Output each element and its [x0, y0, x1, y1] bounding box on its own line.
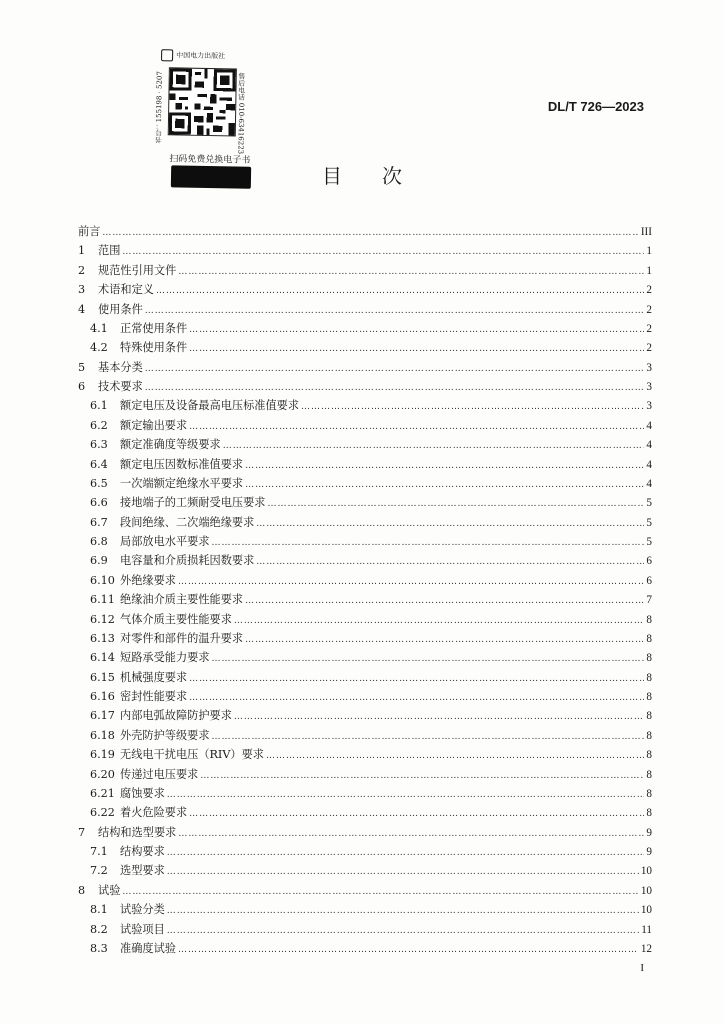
toc-leader-dots — [178, 941, 639, 960]
toc-entry-title: 段间绝缘、二次端绝缘要求 — [120, 515, 255, 529]
toc-leader-dots — [167, 844, 645, 863]
toc-entry[interactable] — [78, 338, 652, 357]
toc-entry-number: 6.5 — [90, 476, 108, 490]
page-number: I — [640, 962, 644, 974]
toc-entry-number: 6.6 — [90, 496, 108, 510]
toc-entry-page: 1 — [646, 245, 652, 258]
toc-entry-number: 7.2 — [90, 864, 108, 878]
toc-leader-dots — [256, 515, 644, 534]
toc-entry[interactable] — [78, 745, 652, 764]
toc-entry-number: 6.9 — [90, 554, 108, 568]
toc-entry-title: 内部电弧故障防护要求 — [120, 709, 232, 723]
toc-entry[interactable] — [78, 842, 652, 861]
toc-entry-number: 6.4 — [90, 457, 108, 471]
toc-entry-page: 8 — [646, 749, 652, 762]
toc-entry[interactable] — [78, 319, 652, 338]
toc-entry[interactable] — [78, 861, 652, 880]
toc-entry-number: 6.19 — [90, 748, 115, 762]
toc-entry[interactable] — [78, 455, 652, 474]
book-number: 书号：155198 · 5207 — [154, 71, 164, 144]
toc-entry-page: 10 — [640, 904, 652, 917]
toc-leader-dots — [189, 689, 644, 708]
toc-entry-title: 结构要求 — [120, 845, 165, 858]
table-of-contents — [78, 222, 652, 958]
toc-entry-page: III — [640, 226, 652, 238]
qr-code-icon[interactable] — [168, 67, 237, 136]
toc-entry-title: 额定电压及设备最高电压标准值要求 — [120, 399, 300, 413]
toc-entry-page: 4 — [646, 477, 652, 490]
toc-leader-dots — [256, 553, 644, 572]
toc-entry-title: 接地端子的工频耐受电压要求 — [120, 496, 266, 510]
toc-entry-title: 气体介质主要性能要求 — [120, 612, 232, 626]
toc-entry-page: 2 — [646, 303, 652, 316]
toc-entry-title: 范围 — [98, 244, 121, 258]
toc-leader-dots — [178, 263, 644, 282]
toc-entry[interactable] — [78, 493, 652, 512]
toc-leader-dots — [178, 825, 644, 844]
toc-leader-dots — [301, 398, 644, 417]
toc-entry-number: 6.11 — [90, 593, 115, 607]
toc-leader-dots — [189, 418, 644, 437]
toc-entry-page: 9 — [646, 826, 652, 839]
toc-entry-title: 无线电干扰电压（RIV）要求 — [120, 748, 264, 762]
toc-entry-number: 5 — [78, 360, 86, 374]
toc-entry-title: 密封性能要求 — [120, 690, 188, 703]
toc-entry-page: 8 — [646, 710, 652, 723]
toc-entry-title: 额定准确度等级要求 — [120, 438, 221, 452]
toc-entry-page: 10 — [640, 884, 652, 897]
toc-entry[interactable] — [78, 590, 652, 609]
toc-entry-title: 一次端额定绝缘水平要求 — [120, 476, 244, 490]
toc-entry-number: 2 — [78, 263, 86, 277]
scan-prompt: 扫码免费兑换电子书 — [169, 154, 251, 166]
toc-entry-page: 10 — [640, 865, 652, 878]
toc-entry-title: 短路承受能力要求 — [120, 651, 210, 665]
toc-entry[interactable] — [78, 241, 652, 260]
toc-leader-dots — [189, 670, 644, 689]
toc-entry-number: 6.8 — [90, 535, 108, 548]
toc-entry-page: 2 — [646, 322, 652, 335]
toc-entry[interactable] — [78, 784, 652, 803]
toc-entry-number: 6.7 — [90, 515, 108, 529]
toc-entry-page: 5 — [646, 516, 652, 529]
toc-leader-dots — [212, 650, 645, 669]
toc-entry-title: 额定输出要求 — [120, 418, 188, 432]
toc-entry-page: 2 — [646, 342, 652, 355]
toc-entry-number: 6.1 — [90, 399, 108, 413]
toc-entry-title: 着火危险要求 — [120, 806, 188, 820]
toc-entry-number: 8.3 — [90, 941, 108, 955]
toc-entry-title: 局部放电水平要求 — [120, 535, 210, 548]
toc-entry[interactable] — [78, 435, 652, 454]
toc-entry[interactable] — [78, 261, 652, 280]
toc-entry-number: 6.22 — [90, 806, 115, 820]
page-title: 目次 — [322, 164, 442, 188]
service-phone: 售后电话 010-63416223 — [236, 72, 246, 155]
standard-code: DL/T 726—2023 — [547, 99, 644, 114]
toc-leader-dots — [212, 728, 645, 747]
toc-entry-page: 7 — [646, 594, 652, 607]
toc-entry-number: 4 — [78, 302, 86, 316]
toc-entry-title: 规范性引用文件 — [98, 263, 177, 277]
toc-entry-number: 6.21 — [90, 786, 115, 800]
toc-entry-page: 8 — [646, 768, 652, 781]
toc-entry-number: 8.2 — [90, 922, 108, 936]
toc-entry-title: 外壳防护等级要求 — [120, 728, 210, 742]
toc-leader-dots — [167, 863, 639, 882]
toc-leader-dots — [189, 340, 644, 359]
toc-entry[interactable] — [78, 532, 652, 551]
toc-leader-dots — [212, 534, 645, 553]
toc-entry[interactable] — [78, 629, 652, 648]
toc-entry-title: 试验 — [98, 883, 121, 897]
toc-entry-title: 选型要求 — [120, 864, 165, 878]
toc-entry-page: 4 — [646, 458, 652, 471]
toc-entry-number: 4.2 — [90, 341, 108, 355]
toc-entry-title: 正常使用条件 — [120, 321, 188, 335]
toc-leader-dots — [245, 457, 644, 476]
publisher-logo — [161, 49, 257, 65]
toc-entry-page: 6 — [646, 574, 652, 587]
toc-entry-title: 额定电压因数标准值要求 — [120, 457, 244, 471]
toc-entry[interactable] — [78, 881, 652, 900]
toc-leader-dots — [167, 786, 645, 805]
toc-leader-dots — [167, 902, 639, 921]
toc-entry-number: 6.17 — [90, 709, 115, 723]
toc-leader-dots — [122, 243, 644, 262]
toc-entry-title: 绝缘油介质主要性能要求 — [120, 593, 244, 607]
toc-entry[interactable] — [78, 396, 652, 415]
toc-leader-dots — [245, 592, 644, 611]
toc-entry-number: 6.18 — [90, 728, 115, 742]
toc-entry-page: 8 — [646, 613, 652, 626]
toc-entry-page: 3 — [646, 361, 652, 374]
toc-leader-dots — [266, 747, 644, 766]
toc-entry-number: 6.10 — [90, 573, 115, 587]
toc-entry[interactable] — [78, 300, 652, 319]
toc-entry-number: 4.1 — [90, 321, 108, 335]
toc-entry[interactable] — [78, 706, 652, 725]
toc-entry[interactable] — [78, 377, 652, 396]
toc-entry-number: 6.3 — [90, 438, 108, 452]
toc-entry[interactable] — [78, 571, 652, 590]
toc-entry-page: 12 — [640, 942, 652, 955]
toc-entry-page: 8 — [646, 632, 652, 645]
toc-entry-number: 3 — [78, 283, 86, 297]
toc-entry-title: 前言 — [78, 225, 101, 238]
toc-entry-page: 4 — [646, 439, 652, 452]
toc-entry[interactable] — [78, 803, 652, 822]
toc-entry-number: 6.12 — [90, 612, 115, 626]
toc-entry[interactable] — [78, 222, 652, 241]
toc-entry-page: 8 — [646, 652, 652, 665]
toc-entry-title: 机械强度要求 — [120, 670, 188, 684]
toc-entry-number: 6.13 — [90, 631, 115, 645]
toc-entry-page: 8 — [646, 691, 652, 703]
toc-entry-page: 3 — [646, 381, 652, 393]
toc-entry[interactable] — [78, 648, 652, 667]
toc-entry[interactable] — [78, 668, 652, 687]
toc-entry-page: 5 — [646, 497, 652, 510]
toc-entry[interactable] — [78, 900, 652, 919]
toc-entry-title: 使用条件 — [98, 302, 143, 316]
toc-entry[interactable] — [78, 920, 652, 939]
toc-entry-page: 4 — [646, 419, 652, 432]
toc-entry-title: 传递过电压要求 — [120, 767, 199, 781]
toc-leader-dots — [178, 573, 644, 592]
toc-entry-page: 3 — [646, 400, 652, 413]
toc-leader-dots — [200, 767, 644, 786]
toc-entry-number: 7.1 — [90, 845, 108, 858]
toc-entry-number: 8.1 — [90, 903, 108, 917]
publisher-logo-icon — [161, 49, 173, 61]
toc-entry-number: 8 — [78, 883, 86, 897]
toc-entry-title: 电容量和介质损耗因数要求 — [120, 554, 255, 568]
toc-entry-page: 11 — [641, 923, 652, 936]
toc-entry-title: 准确度试验 — [120, 941, 176, 955]
toc-entry-number: 1 — [78, 244, 86, 258]
toc-leader-dots — [122, 883, 638, 902]
toc-entry[interactable] — [78, 610, 652, 629]
toc-leader-dots — [156, 282, 644, 301]
toc-entry[interactable] — [78, 280, 652, 299]
toc-entry-number: 6.14 — [90, 651, 115, 665]
publisher-name: 中国电力出版社 — [176, 51, 226, 61]
toc-entry-number: 6.20 — [90, 767, 115, 781]
toc-entry-title: 结构和选型要求 — [98, 825, 177, 839]
toc-leader-dots — [267, 495, 644, 514]
toc-entry-title: 对零件和部件的温升要求 — [120, 631, 244, 645]
toc-entry-title: 试验项目 — [120, 922, 165, 936]
toc-leader-dots — [234, 612, 645, 631]
toc-leader-dots — [167, 922, 639, 941]
toc-entry-number: 6.15 — [90, 670, 115, 684]
toc-entry-title: 基本分类 — [98, 360, 143, 374]
toc-entry-page: 2 — [646, 284, 652, 297]
toc-leader-dots — [245, 631, 644, 650]
toc-entry-number: 6.2 — [90, 418, 108, 432]
toc-entry-page: 9 — [646, 846, 652, 858]
toc-entry[interactable] — [78, 823, 652, 842]
toc-entry[interactable] — [78, 687, 652, 706]
toc-entry-title: 腐蚀要求 — [120, 786, 165, 800]
toc-entry-title: 外绝缘要求 — [120, 573, 176, 587]
toc-entry-title: 术语和定义 — [98, 283, 154, 297]
toc-entry-number: 7 — [78, 825, 86, 839]
toc-entry-page: 8 — [646, 729, 652, 742]
toc-entry-title: 特殊使用条件 — [120, 341, 188, 355]
toc-entry[interactable] — [78, 416, 652, 435]
toc-leader-dots — [145, 302, 645, 321]
toc-entry-page: 1 — [646, 264, 652, 277]
toc-leader-dots — [234, 708, 645, 727]
toc-leader-dots — [102, 224, 638, 243]
toc-leader-dots — [145, 360, 645, 379]
toc-entry[interactable] — [78, 726, 652, 745]
toc-entry-title: 技术要求 — [98, 380, 143, 393]
toc-entry[interactable] — [78, 551, 652, 570]
toc-entry[interactable] — [78, 939, 652, 958]
toc-leader-dots — [223, 437, 645, 456]
toc-entry-number: 6.16 — [90, 690, 115, 703]
toc-entry-page: 6 — [646, 555, 652, 568]
toc-entry-page: 8 — [646, 807, 652, 820]
toc-entry-page: 8 — [646, 787, 652, 800]
toc-entry[interactable] — [78, 358, 652, 377]
toc-entry[interactable] — [78, 765, 652, 784]
toc-entry[interactable] — [78, 513, 652, 532]
toc-entry[interactable] — [78, 474, 652, 493]
toc-entry-number: 6 — [78, 380, 86, 393]
toc-leader-dots — [245, 476, 644, 495]
toc-entry-page: 5 — [646, 536, 652, 548]
toc-entry-page: 8 — [646, 671, 652, 684]
toc-entry-title: 试验分类 — [120, 903, 165, 917]
toc-leader-dots — [189, 805, 644, 824]
toc-leader-dots — [189, 321, 644, 340]
